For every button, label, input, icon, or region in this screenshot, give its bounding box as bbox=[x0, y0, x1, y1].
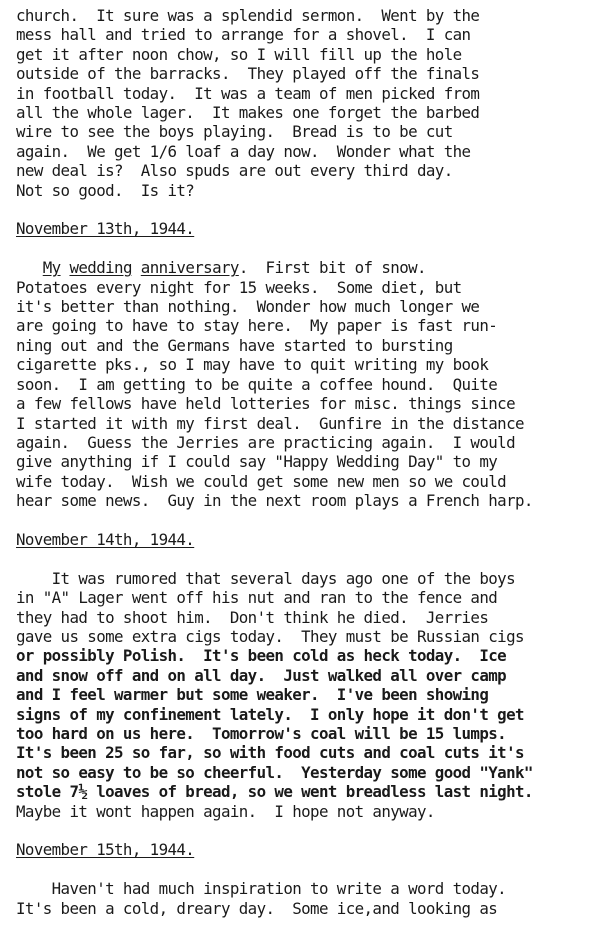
text-line: gave us some extra cigs today. They must be Russian cigs bbox=[16, 626, 524, 646]
entry-nov-15 bbox=[16, 879, 586, 918]
text-line: and snow off and on all day. Just walked all over camp bbox=[16, 665, 507, 685]
text-line: Maybe it wont happen again. I hope not anyway. bbox=[16, 801, 435, 821]
text-line: new deal is? Also spuds are out every third day. bbox=[16, 161, 453, 181]
text-line: It was rumored that several days ago one of the boys bbox=[16, 568, 515, 588]
text-line: too hard on us here. Tomorrow's coal will be 15 lumps. bbox=[16, 723, 507, 743]
spacer bbox=[16, 200, 586, 219]
underlined-word: My bbox=[42, 258, 61, 278]
text-line: they had to shoot him. Don't think he died. Jerries bbox=[16, 607, 489, 627]
entry-nov-13 bbox=[16, 258, 586, 510]
text-line-first bbox=[16, 258, 586, 277]
text-line: and I feel warmer but some weaker. I've been showing bbox=[16, 685, 489, 705]
underlined-word: anniversary bbox=[140, 258, 239, 278]
text-line: Not so good. Is it? bbox=[16, 180, 195, 200]
text-line: wife today. Wish we could get some new men so we could bbox=[16, 471, 507, 491]
text-line: wire to see the boys playing. Bread is to be cut bbox=[16, 122, 453, 142]
text-line: a few fellows have held lotteries for misc. things since bbox=[16, 394, 515, 414]
text-line: It's been 25 so far, so with food cuts and coal cuts it's bbox=[16, 743, 524, 763]
text-line: not so easy to be so cheerful. Yesterday some good "Yank" bbox=[16, 762, 533, 782]
underlined-word: wedding bbox=[69, 258, 132, 278]
text-line: soon. I am getting to be quite a coffee hound. Quite bbox=[16, 374, 498, 394]
spacer bbox=[16, 239, 586, 258]
text-line: or possibly Polish. It's been cold as heck today. Ice bbox=[16, 646, 507, 666]
text-line: all the whole lager. It makes one forget the barbed bbox=[16, 103, 480, 123]
entry-date-heading: November 15th, 1944. bbox=[16, 840, 195, 860]
text-line: give anything if I could say "Happy Wedding Day" to my bbox=[16, 452, 498, 472]
text-line: ning out and the Germans have started to bursting bbox=[16, 335, 453, 355]
spacer bbox=[16, 549, 586, 568]
entry-continuation bbox=[16, 6, 586, 200]
text-line: hear some news. Guy in the next room plays a French harp. bbox=[16, 491, 533, 511]
entry-date-heading: November 13th, 1944. bbox=[16, 219, 195, 239]
spacer bbox=[16, 860, 586, 879]
text-line: It's been a cold, dreary day. Some ice,and looking as bbox=[16, 898, 498, 918]
spacer bbox=[16, 511, 586, 530]
text-fragment: . First bit of snow. bbox=[238, 258, 426, 278]
indent bbox=[16, 258, 43, 277]
text-line: Potatoes every night for 15 weeks. Some diet, but bbox=[16, 277, 462, 297]
text-line: in football today. It was a team of men picked from bbox=[16, 83, 480, 103]
text-line: I started it with my first deal. Gunfire in the distance bbox=[16, 413, 524, 433]
text-line: again. Guess the Jerries are practicing again. I would bbox=[16, 432, 515, 452]
entry-nov-14 bbox=[16, 569, 586, 821]
text-line: mess hall and tried to arrange for a shovel. I can bbox=[16, 25, 471, 45]
entry-date-heading: November 14th, 1944. bbox=[16, 529, 195, 549]
text-line: outside of the barracks. They played off the finals bbox=[16, 64, 480, 84]
text-line: stole 7½ loaves of bread, so we went breadless last night. bbox=[16, 782, 533, 802]
text-line: get it after noon chow, so I will fill up the hole bbox=[16, 44, 462, 64]
text-line: are going to have to stay here. My paper is fast run- bbox=[16, 316, 498, 336]
spacer bbox=[16, 821, 586, 840]
text-line: it's better than nothing. Wonder how much longer we bbox=[16, 297, 480, 317]
text-line: again. We get 1/6 loaf a day now. Wonder what the bbox=[16, 141, 471, 161]
text-line: signs of my confinement lately. I only hope it don't get bbox=[16, 704, 524, 724]
text-line: cigarette pks., so I may have to quit writing my book bbox=[16, 355, 489, 375]
text-line: Haven't had much inspiration to write a word today. bbox=[16, 879, 507, 899]
text-line: church. It sure was a splendid sermon. Went by the bbox=[16, 6, 480, 25]
text-line: in "A" Lager went off his nut and ran to the fence and bbox=[16, 588, 498, 608]
